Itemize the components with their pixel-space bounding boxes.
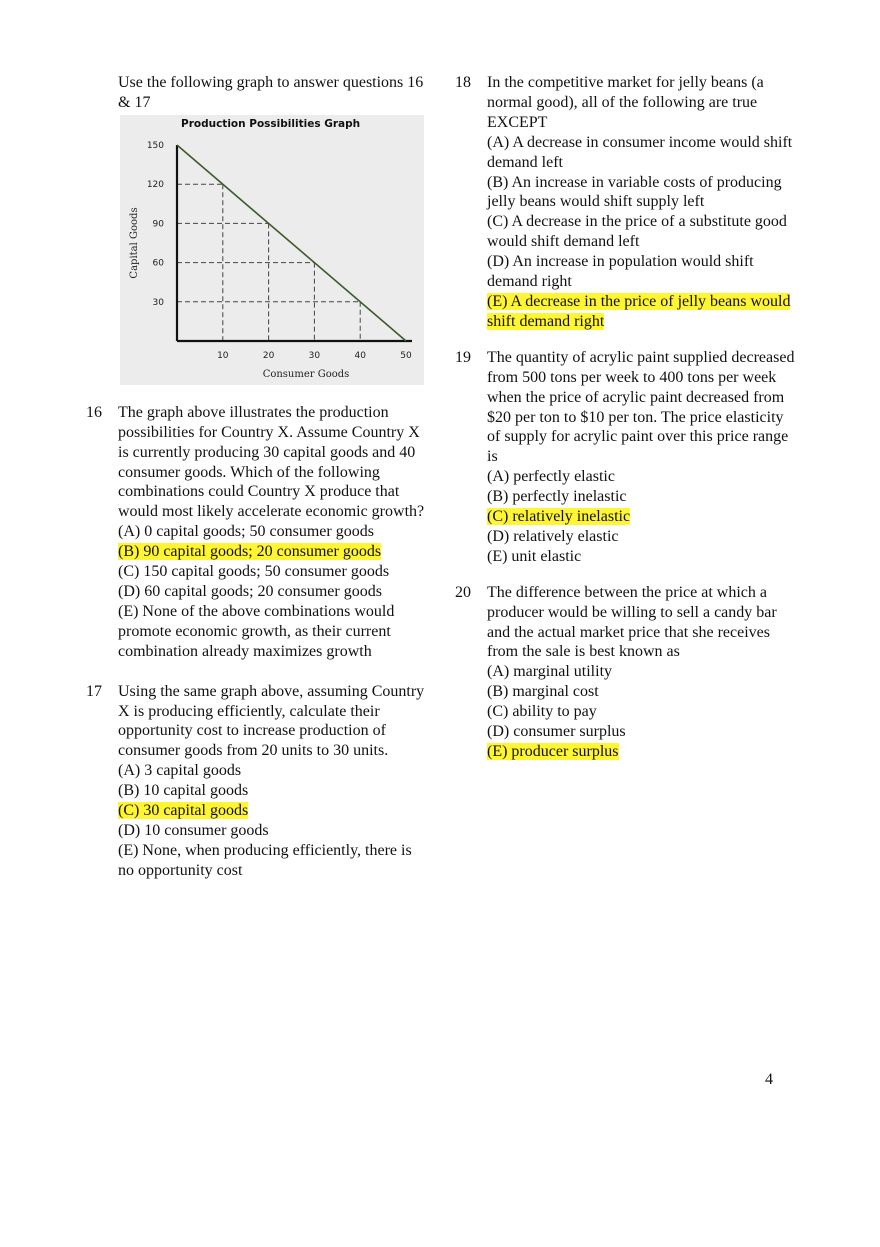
answer-option bbox=[487, 467, 800, 487]
highlighted-answer: (E) producer surplus bbox=[487, 743, 619, 760]
highlighted-answer: (B) 90 capital goods; 20 consumer goods bbox=[118, 543, 382, 561]
answer-text: (C) A decrease in the price of a substitute good would shift demand left bbox=[487, 213, 787, 251]
answer-option bbox=[487, 252, 800, 292]
answer-option bbox=[487, 527, 800, 547]
answer-option bbox=[487, 133, 800, 173]
question-number: 16 bbox=[86, 403, 102, 421]
x-tick-label: 30 bbox=[308, 350, 321, 361]
question-stem: The difference between the price at which a producer would be willing to sell a candy bar and the actual market price that she receives from the sale is best known as bbox=[487, 583, 777, 661]
question-number: 18 bbox=[455, 74, 471, 91]
x-tick-labels bbox=[217, 351, 412, 361]
x-tick-label: 10 bbox=[217, 350, 229, 361]
answer-text: (D) An increase in population would shift demand right bbox=[487, 253, 754, 291]
question-number: 17 bbox=[86, 682, 102, 700]
answer-option bbox=[118, 761, 431, 781]
highlighted-answer: (E) A decrease in the price of jelly beans would shift demand right bbox=[487, 292, 791, 330]
answer-option bbox=[118, 801, 431, 821]
answer-text: (A) perfectly elastic bbox=[487, 468, 615, 486]
question-number: 20 bbox=[455, 583, 471, 601]
page-number: 4 bbox=[765, 1071, 773, 1088]
question-19 bbox=[455, 348, 800, 567]
question-number: 19 bbox=[455, 348, 471, 366]
answer-option bbox=[487, 212, 800, 252]
question-stem: In the competitive market for jelly beans (a normal good), all of the following are true EXCEPT bbox=[487, 74, 764, 131]
y-axis-label: Capital Goods bbox=[129, 207, 140, 279]
left-column bbox=[86, 73, 431, 881]
answer-text: (E) None, when producing efficiently, there is no opportunity cost bbox=[118, 841, 412, 879]
answer-text: (D) 10 consumer goods bbox=[118, 821, 269, 839]
question-16 bbox=[86, 403, 431, 662]
answer-option bbox=[487, 173, 800, 213]
question-stem: The quantity of acrylic paint supplied decreased from 500 tons per week to 400 tons per week when the price of acrylic paint decreased from $20 per ton to $10 per ton. The price elasticity of supply for acrylic paint over this price range is bbox=[487, 348, 795, 466]
ppf-curve-line bbox=[177, 145, 406, 341]
y-tick-label: 90 bbox=[152, 219, 164, 230]
answer-option bbox=[118, 841, 431, 881]
x-tick-label: 20 bbox=[262, 350, 275, 361]
answer-option bbox=[118, 602, 431, 662]
answer-text: (B) marginal cost bbox=[487, 683, 599, 701]
answer-options bbox=[487, 467, 800, 567]
highlighted-answer: (C) 30 capital goods bbox=[118, 802, 249, 820]
right-column bbox=[455, 73, 800, 762]
y-tick-label: 60 bbox=[152, 258, 164, 269]
answer-option bbox=[487, 682, 800, 702]
answer-text: (E) None of the above combinations would promote economic growth, as their current combination already maximizes growth bbox=[118, 602, 395, 660]
x-axis-label: Consumer Goods bbox=[262, 368, 350, 380]
answer-option bbox=[118, 542, 431, 562]
answer-option bbox=[118, 522, 431, 542]
question-20 bbox=[455, 583, 800, 762]
answer-option bbox=[118, 582, 431, 602]
answer-text: (A) A decrease in consumer income would shift demand left bbox=[487, 133, 793, 171]
y-tick-label: 30 bbox=[152, 297, 164, 308]
answer-option bbox=[487, 487, 800, 507]
answer-text: (A) 0 capital goods; 50 consumer goods bbox=[118, 523, 374, 541]
answer-option bbox=[487, 507, 800, 527]
answer-option bbox=[487, 702, 800, 722]
answer-option bbox=[487, 292, 800, 332]
question-17 bbox=[86, 682, 431, 881]
question-stem: Using the same graph above, assuming Country X is producing efficiently, calculate their opportunity cost to increase production of consumer goods from 20 units to 30 units. bbox=[118, 682, 425, 760]
graph-intro: Use the following graph to answer questions 16 & 17 bbox=[118, 74, 424, 111]
answer-text: (E) unit elastic bbox=[487, 547, 582, 565]
question-18 bbox=[455, 73, 800, 332]
answer-option bbox=[118, 821, 431, 841]
answer-option bbox=[487, 662, 800, 682]
answer-text: (B) 10 capital goods bbox=[118, 782, 249, 800]
answer-text: (B) An increase in variable costs of producing jelly beans would shift supply left bbox=[487, 173, 782, 211]
answer-text: (C) 150 capital goods; 50 consumer goods bbox=[118, 563, 390, 581]
answer-text: (D) relatively elastic bbox=[487, 527, 619, 545]
ppf-graph bbox=[120, 115, 424, 385]
ppf-chart-svg bbox=[120, 115, 424, 385]
answer-text: (A) 3 capital goods bbox=[118, 762, 242, 780]
answer-text: (C) ability to pay bbox=[487, 703, 597, 721]
answer-options bbox=[487, 133, 800, 332]
highlighted-answer: (C) relatively inelastic bbox=[487, 508, 631, 526]
answer-text: (D) consumer surplus bbox=[487, 723, 626, 741]
y-tick-label: 120 bbox=[146, 180, 164, 191]
answer-option bbox=[118, 562, 431, 582]
y-tick-label: 150 bbox=[146, 140, 164, 151]
chart-title: Production Possibilities Graph bbox=[181, 117, 361, 130]
answer-option bbox=[487, 547, 800, 567]
answer-options bbox=[487, 662, 800, 762]
answer-options bbox=[118, 522, 431, 661]
answer-option bbox=[487, 722, 800, 742]
chart-guides bbox=[177, 184, 360, 341]
answer-option bbox=[487, 742, 800, 762]
answer-text: (A) marginal utility bbox=[487, 663, 613, 681]
answer-options bbox=[118, 761, 431, 880]
question-stem: The graph above illustrates the production possibilities for Country X. Assume Country X is currently producing 30 capital goods and 40 consumer goods. Which of the following combinations could Country X produce that would most likely accelerate economic growth? bbox=[118, 403, 425, 521]
answer-text: (B) perfectly inelastic bbox=[487, 488, 627, 506]
x-tick-label: 40 bbox=[354, 350, 366, 361]
y-tick-labels bbox=[147, 141, 164, 308]
x-tick-label: 50 bbox=[400, 350, 412, 361]
answer-option bbox=[118, 781, 431, 801]
answer-text: (D) 60 capital goods; 20 consumer goods bbox=[118, 582, 382, 600]
